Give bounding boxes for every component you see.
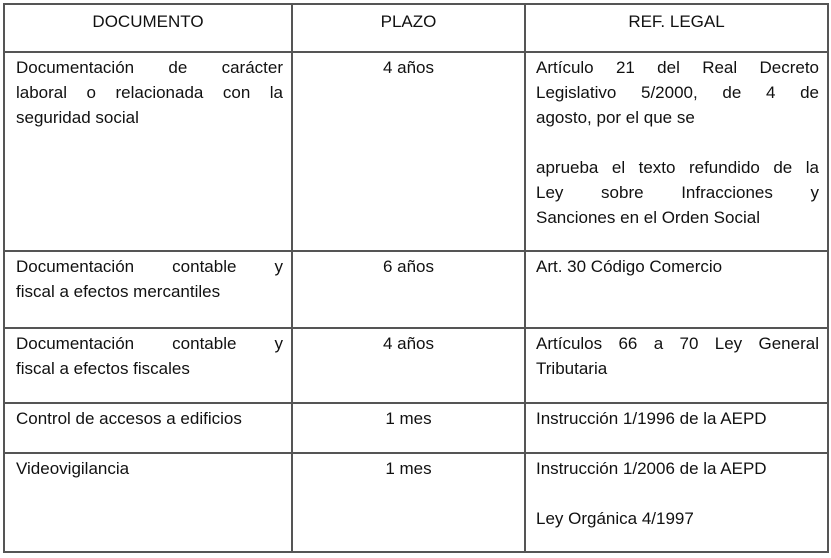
documento-line: laboral o relacionada con la [16,83,283,102]
ref-legal-paragraph [536,155,819,230]
ref-legal-cell [525,453,828,552]
documento-cell [4,403,292,453]
ref-legal-line: Artículos 66 a 70 Ley General [536,334,819,353]
ref-legal-line: aprueba el texto refundido de la [536,158,819,177]
ref-legal-line: Instrucción 1/1996 de la AEPD [536,409,767,428]
ref-legal-cell [525,52,828,251]
ref-legal-line: Tributaria [536,359,608,378]
header-row [4,4,828,52]
plazo-cell: 4 años [292,52,525,251]
plazo-cell: 4 años [292,328,525,403]
plazo-cell: 1 mes [292,403,525,453]
ref-legal-line: Legislativo 5/2000, de 4 de [536,83,819,102]
ref-legal-line: Instrucción 1/2006 de la AEPD [536,459,767,478]
documento-cell [4,251,292,328]
table-row [4,328,828,403]
ref-legal-line: Ley Orgánica 4/1997 [536,509,694,528]
table-row [4,251,828,328]
header-plazo: PLAZO [292,4,525,52]
ref-legal-line: Ley sobre Infracciones y [536,183,819,202]
documento-line: fiscal a efectos mercantiles [16,282,221,301]
documento-line: Videovigilancia [16,459,130,478]
ref-legal-paragraph [536,55,819,130]
ref-legal-cell [525,403,828,453]
ref-legal-cell [525,251,828,328]
ref-legal-line: Art. 30 Código Comercio [536,257,723,276]
documento-line: fiscal a efectos fiscales [16,359,190,378]
documento-line: seguridad social [16,108,139,127]
ref-legal-cell [525,328,828,403]
table-row [4,403,828,453]
ref-legal-line: agosto, por el que se [536,108,695,127]
plazo-cell: 6 años [292,251,525,328]
table-row [4,453,828,552]
header-ref-legal: REF. LEGAL [525,4,828,52]
retention-table [3,3,829,553]
ref-legal-paragraph [536,456,819,481]
documento-line: Documentación contable y [16,334,283,353]
documento-line: Control de accesos a edificios [16,409,242,428]
plazo-cell: 1 mes [292,453,525,552]
header-documento: DOCUMENTO [4,4,292,52]
documento-cell [4,52,292,251]
ref-legal-line: Artículo 21 del Real Decreto [536,58,819,77]
ref-legal-line: Sanciones en el Orden Social [536,208,760,227]
documento-line: Documentación de carácter [16,58,283,77]
documento-cell [4,453,292,552]
documento-cell [4,328,292,403]
ref-legal-paragraph [536,506,819,531]
table-row [4,52,828,251]
documento-line: Documentación contable y [16,257,283,276]
